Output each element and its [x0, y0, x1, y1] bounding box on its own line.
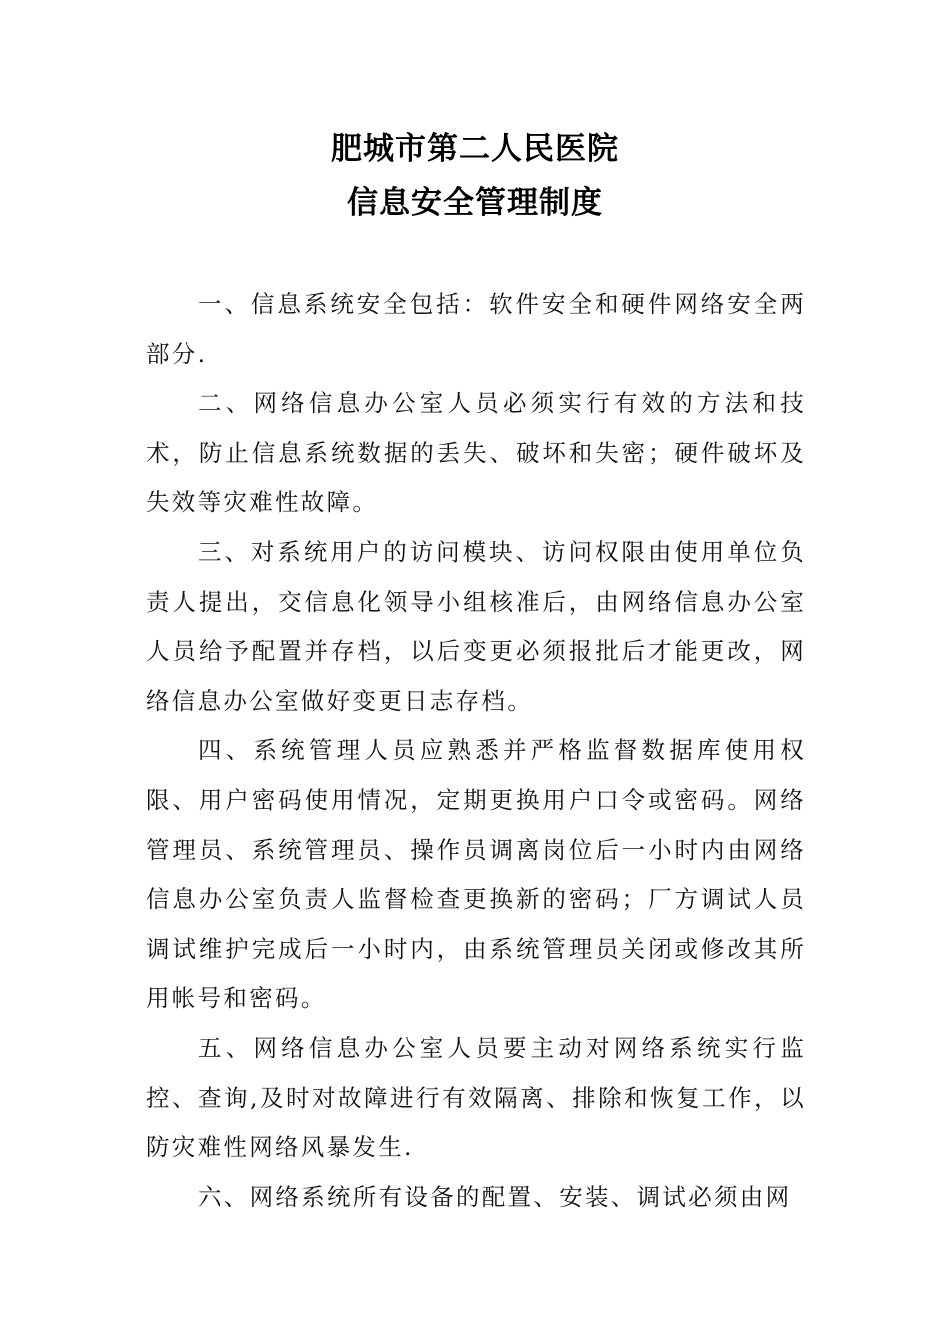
title-regulation-name: 信息安全管理制度 [347, 185, 603, 221]
paragraph-6: 六、网络系统所有设备的配置、安装、调试必须由网 [198, 1182, 792, 1211]
paragraph-4: 四、系统管理人员应熟悉并严格监督数据库使用权限、用户密码使用情况，定期更换用户口令或密码。网络管理员、系统管理员、操作员调离岗位后一小时内由网络信息办公室负责人监督检查更换新的密码；厂方调试人员调试维护完成后一小时内，由系统管理员关闭或修改其所用帐号和密码。 [146, 736, 806, 1013]
paragraph-3: 三、对系统用户的访问模块、访问权限由使用单位负责人提出，交信息化领导小组核准后，由网络信息办公室人员给予配置并存档，以后变更必须报批后才能更改，网络信息办公室做好变更日志存档。 [146, 537, 806, 715]
document-title [0, 122, 950, 230]
paragraph-1: 一、信息系统安全包括：软件安全和硬件网络安全两部分. [146, 290, 806, 368]
paragraph-5: 五、网络信息办公室人员要主动对网络系统实行监控、查询,及时对故障进行有效隔离、排除和恢复工作，以防灾难性网络风暴发生. [146, 1033, 806, 1162]
document-body [146, 280, 806, 1222]
paragraph-2: 二、网络信息办公室人员必须实行有效的方法和技术，防止信息系统数据的丢失、破坏和失密；硬件破坏及失效等灾难性故障。 [146, 389, 806, 517]
title-hospital-name: 肥城市第二人民医院 [331, 131, 619, 167]
